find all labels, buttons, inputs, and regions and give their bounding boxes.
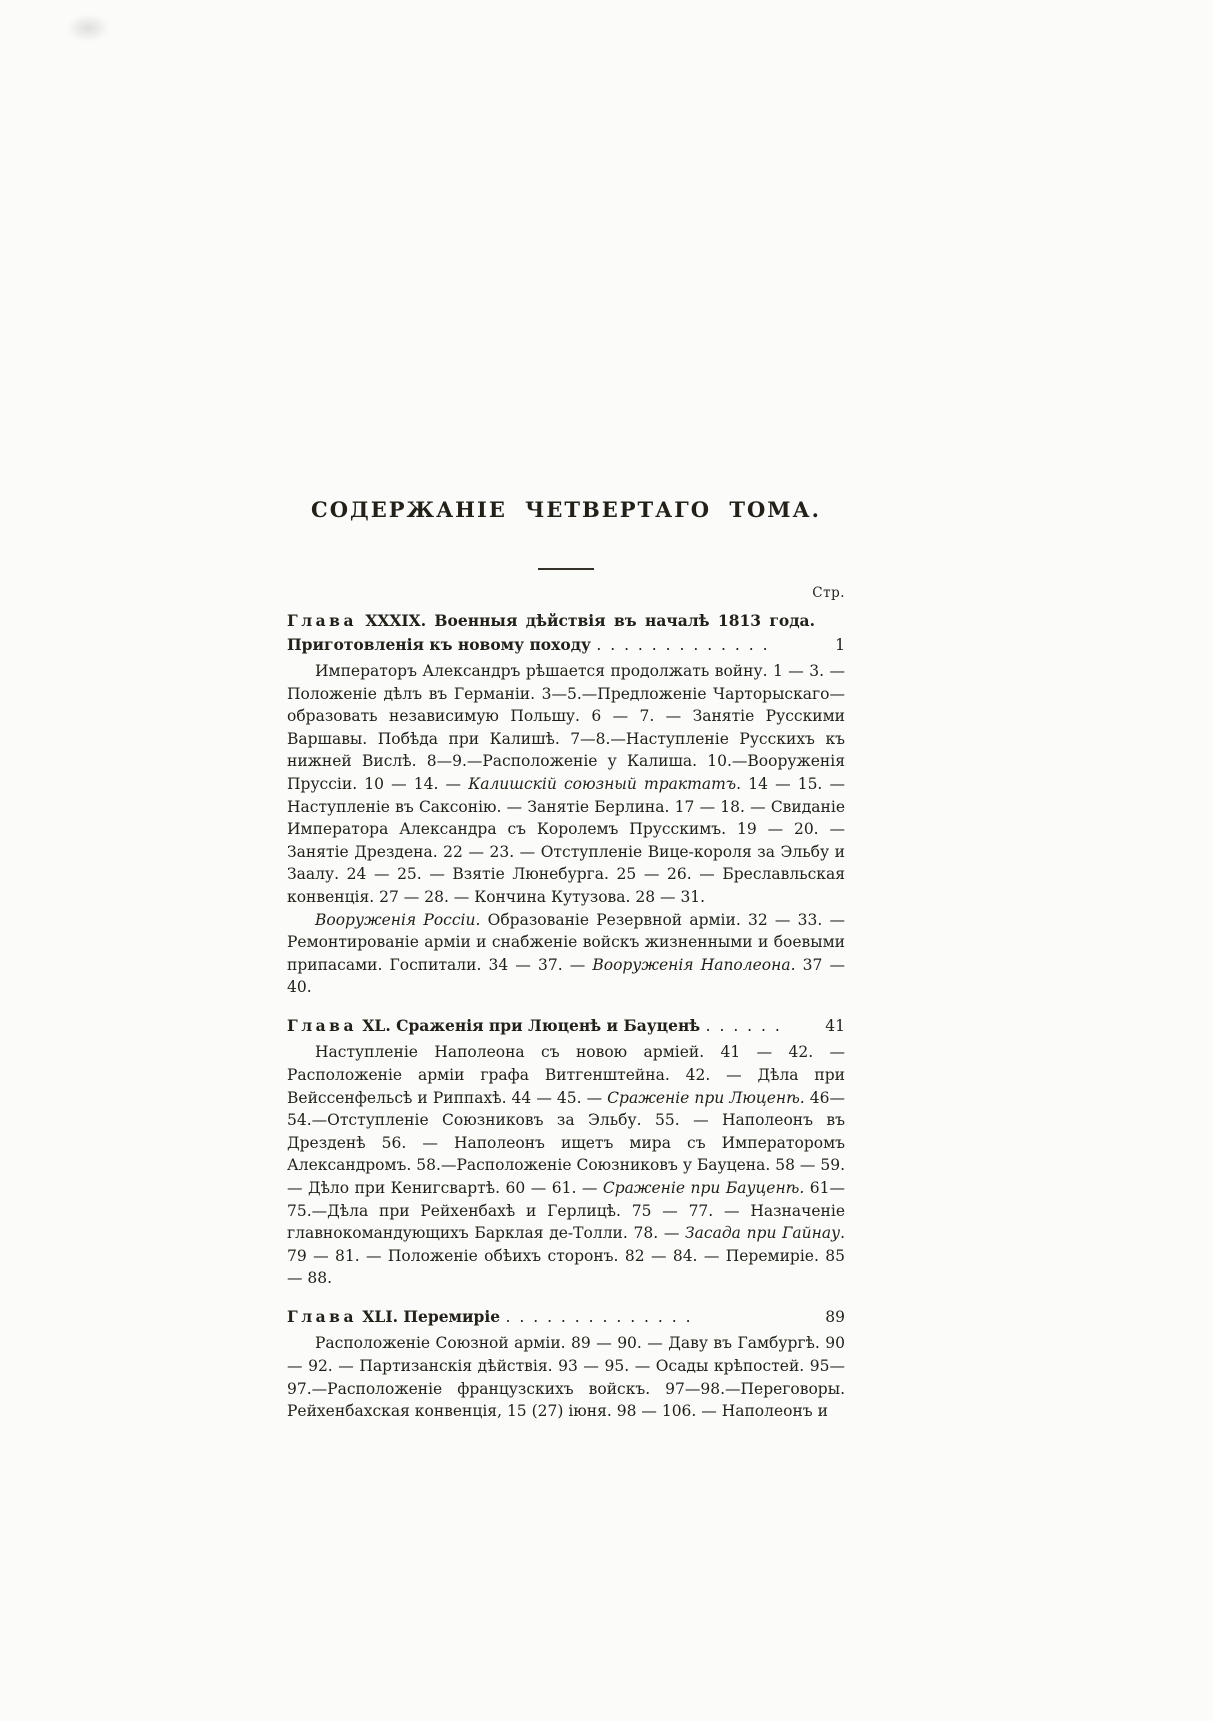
text-run-italic: Сраженіе при Люценѣ.	[607, 1088, 805, 1107]
chapter-summary-paragraph	[287, 1332, 845, 1422]
text-run: Наступленіе Наполеона съ новою арміей. 41 — 42. — Расположеніе арміи графа Витгенштейна. 42. — Дѣла при Вейссенфельсѣ и Риппахѣ. 44 — 45. —	[287, 1043, 845, 1107]
chapter-entry-xli	[287, 1305, 845, 1423]
chapter-entry-xl	[287, 1014, 845, 1290]
text-run-italic: Калишскій союзный трактатъ.	[468, 774, 742, 793]
chapter-heading-xli	[287, 1305, 845, 1330]
chapter-heading-xxxix	[287, 609, 845, 657]
text-run: Императоръ Александръ рѣшается продолжать войну. 1 — 3. — Положеніе дѣлъ въ Германіи. 3—5.—Предложеніе Чарторыскаго— образовать независимую Польшу. 6 — 7. — Занятіе Русскими Варшавы. Побѣда при Калишѣ. 7—8.—Наступленіе Русскихъ къ нижней Вислѣ. 8—9.—Расположеніе у Калиша. 10.—Вооруженія Пруссіи. 10 — 14. —	[287, 662, 845, 793]
text-run-italic: Засада при Гайнау.	[685, 1224, 845, 1243]
chapter-summary-paragraph	[287, 909, 845, 999]
chapter-heading-text: XL. Сраженія при Люценѣ и Бауценѣ	[357, 1015, 706, 1035]
chapter-summary-paragraph	[287, 660, 845, 909]
chapter-entry-xxxix	[287, 609, 845, 999]
text-run: 46—54.—Отступленіе Союзниковъ за Эльбу. 55. — Наполеонъ въ Дрезденѣ 56. — Наполеонъ ищетъ мира съ Императоромъ Александромъ. 58.—Расположеніе Союзниковъ у Бауцена. 58 — 59. — Дѣло при Кенигсвартѣ. 60 — 61. —	[287, 1088, 846, 1197]
chapter-heading-text: XXXIX. Военныя дѣйствія въ началѣ 1813 года. Приготовленія къ новому походу	[287, 611, 815, 654]
text-run: 61—75.—Дѣла при Рейхенбахѣ и Герлицѣ. 75 — 77. — Назначеніе главнокомандующихъ Барклая де-Толли. 78. —	[287, 1178, 845, 1243]
chapter-word: Глава	[287, 1306, 357, 1326]
page-title: СОДЕРЖАНІЕ ЧЕТВЕРТАГО ТОМА.	[311, 497, 821, 522]
chapter-page-number: 1	[835, 635, 845, 654]
text-run: 79 — 81. — Положеніе обѣихъ сторонъ. 82 — 84. — Перемиріе. 85 — 88.	[287, 1246, 845, 1288]
text-run: Образованіе Резервной арміи. 32 — 33. — Ремонтированіе арміи и снабженіе войскъ жизненными и боевыми припасами. Госпитали. 34 — 37. —	[287, 910, 845, 974]
chapter-page-number: 89	[825, 1307, 845, 1326]
text-run-italic: Вооруженія Россіи.	[315, 910, 481, 929]
leader-dots: . . . . . .	[705, 1016, 782, 1035]
chapter-heading-xl	[287, 1014, 845, 1039]
toc-content	[287, 497, 845, 1423]
page-column-header: Стр.	[812, 585, 845, 601]
text-run: Расположеніе Союзной арміи. 89 — 90. — Даву въ Гамбургѣ. 90 — 92. — Партизанскія дѣйствія. 93 — 95. — Осады крѣпостей. 95—97.—Расположеніе французскихъ войскъ. 97—98.—Переговоры. Рейхенбахская конвенція, 15 (27) іюня. 98 — 106. — Наполеонъ и	[287, 1334, 845, 1421]
text-run-italic: Вооруженія Наполеона.	[592, 955, 796, 974]
chapter-word: Глава	[287, 611, 357, 630]
text-run: 14 — 15. — Наступленіе въ Саксонію. — Занятіе Берлина. 17 — 18. — Свиданіе Императора Александра съ Королемъ Прусскимъ. 19 — 20. — Занятіе Дрездена. 22 — 23. — Отступленіе Вице-короля за Эльбу и Заалу. 24 — 25. — Взятіе Люнебурга. 25 — 26. — Бреславльская конвенція. 27 — 28. — Кончина Кутузова. 28 — 31.	[287, 774, 845, 906]
title-divider	[538, 568, 594, 570]
text-run: 37 — 40.	[287, 955, 845, 997]
chapter-page-number: 41	[825, 1016, 845, 1035]
scan-smudge-artifact	[66, 14, 110, 42]
chapter-heading-text: XLI. Перемиріе	[357, 1306, 506, 1326]
chapter-word: Глава	[287, 1015, 357, 1035]
leader-dots: . . . . . . . . . . . . . .	[505, 1307, 693, 1326]
leader-dots: . . . . . . . . . . . . .	[596, 635, 770, 654]
text-run-italic: Сраженіе при Бауценѣ.	[602, 1178, 805, 1197]
chapter-summary-paragraph	[287, 1041, 845, 1290]
